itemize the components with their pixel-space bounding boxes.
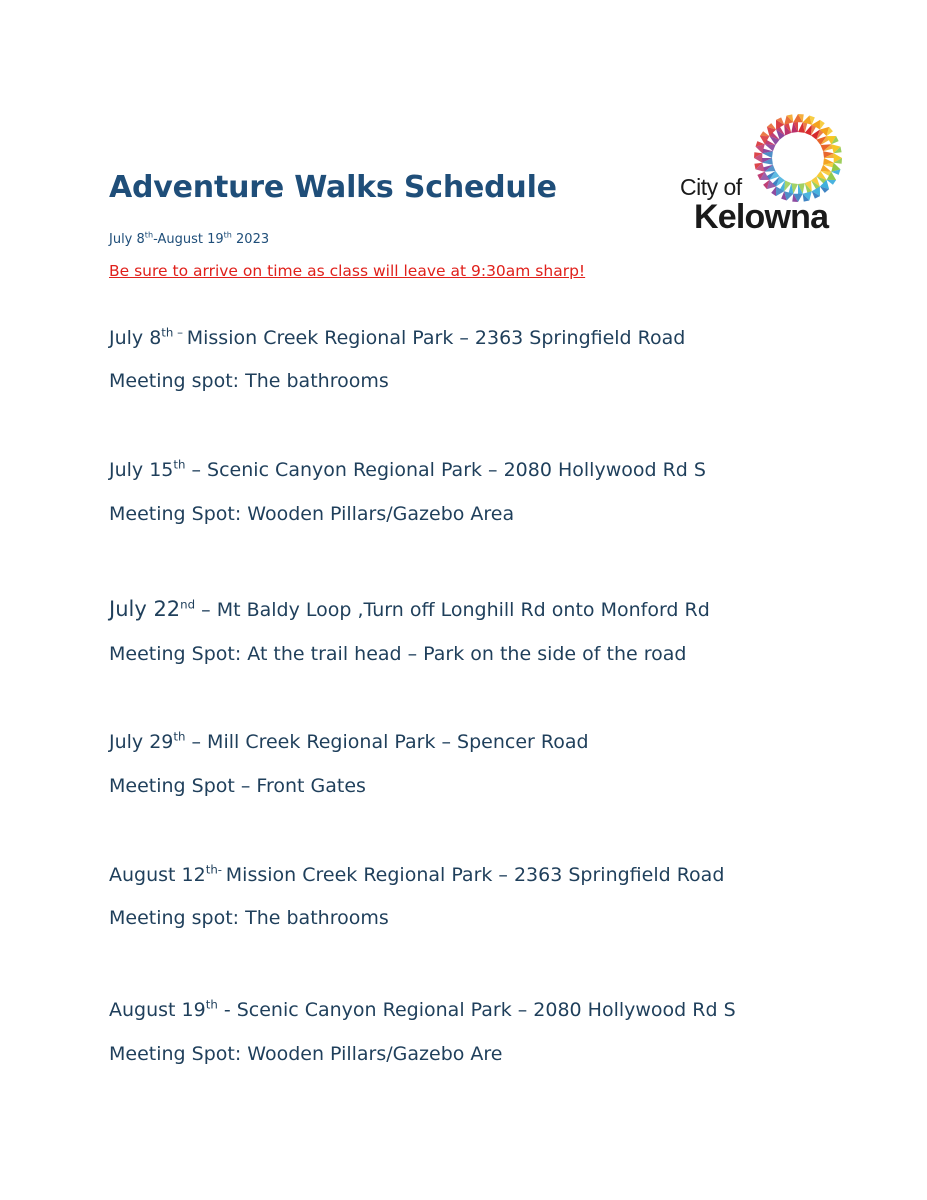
event-date-suffix: th [173,729,186,744]
logo-sunburst-segment [760,131,770,136]
event-date-suffix: th [205,997,218,1012]
event-date: July 22 [109,597,181,621]
date-range-year: 2023 [231,232,270,247]
event-5-meeting: Meeting spot: The bathrooms [109,907,389,929]
event-date-suffix: nd [180,597,196,612]
event-5-title [109,864,724,886]
event-2-meeting: Meeting Spot: Wooden Pillars/Gazebo Area [109,503,515,525]
event-1-meeting: Meeting spot: The bathrooms [109,370,389,392]
event-3-meeting: Meeting Spot: At the trail head – Park on the side of the road [109,643,687,665]
date-range-start: July 8 [109,232,145,247]
event-date-suffix: th- [205,862,226,877]
logo-kelowna-text: Kelowna [694,198,829,236]
date-range [109,232,269,247]
arrival-warning: Be sure to arrive on time as class will leave at 9:30am sharp! [109,262,586,280]
city-of-kelowna-logo [676,112,851,240]
event-location: – Mt Baldy Loop ,Turn off Longhill Rd onto Monford Rd [195,599,710,621]
event-date: July 15 [109,459,174,481]
event-4-meeting: Meeting Spot – Front Gates [109,775,366,797]
event-location: – Scenic Canyon Regional Park – 2080 Hollywood Rd S [185,459,706,481]
event-6-meeting: Meeting Spot: Wooden Pillars/Gazebo Are [109,1043,503,1065]
logo-city-text: City of [680,174,742,200]
event-date: August 12 [109,864,206,886]
event-2-title [109,459,706,481]
event-4-title [109,731,589,753]
event-3-title [109,597,710,621]
logo-sunburst-segment [820,120,825,130]
event-date: July 29 [109,731,174,753]
event-location: Mission Creek Regional Park – 2363 Springfield Road [186,327,686,349]
event-date-suffix: th – [161,325,187,340]
event-date-suffix: th [173,457,186,472]
event-date: July 8 [109,327,162,349]
event-date: August 19 [109,999,206,1021]
logo-sunburst-segment [827,180,837,185]
event-6-title [109,999,736,1021]
event-location: Mission Creek Regional Park – 2363 Springfield Road [225,864,725,886]
event-location: – Mill Creek Regional Park – Spencer Road [185,731,589,753]
sunburst-logo-icon [752,112,844,204]
event-1-title [109,327,685,349]
logo-sunburst-segment [771,187,776,197]
page-title: Adventure Walks Schedule [109,170,557,205]
date-range-start-suffix: th [144,230,154,240]
event-location: - Scenic Canyon Regional Park – 2080 Hollywood Rd S [217,999,736,1021]
date-range-end-suffix: th [223,230,232,240]
date-range-end: -August 19 [153,232,224,247]
